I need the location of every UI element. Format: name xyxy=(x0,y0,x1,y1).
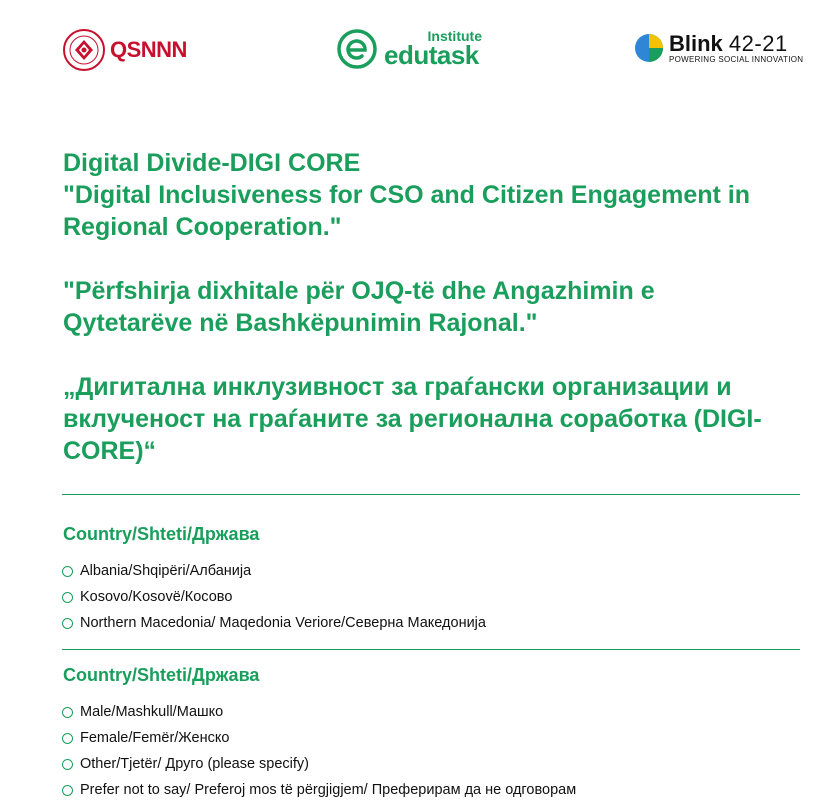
blink-tagline: POWERING SOCIAL INNOVATION xyxy=(669,54,804,64)
radio-option-label: Albania/Shqipëri/Албанија xyxy=(80,563,252,579)
question-heading-country: Country/Shteti/Држава xyxy=(63,524,260,544)
radio-circle-icon[interactable] xyxy=(62,785,73,796)
blink-wordmark xyxy=(669,30,804,64)
radio-circle-icon[interactable] xyxy=(62,707,73,718)
blink-number-label: 42-21 xyxy=(728,30,788,56)
radio-option[interactable] xyxy=(62,751,576,777)
document-title xyxy=(63,147,783,467)
question-options-country xyxy=(62,558,486,636)
edutask-logo xyxy=(336,28,484,70)
title-line-macedonian: „Дигитална инклузивност за граѓански организации и вклученост на граѓаните за регионална соработка (DIGI-CORE)“ xyxy=(63,373,762,465)
blink-pie-icon xyxy=(633,32,665,64)
qsnnn-wordmark: QSNNN xyxy=(110,37,187,62)
blink-name-label: Blink xyxy=(669,30,723,56)
radio-option-label: Male/Mashkull/Машко xyxy=(80,704,224,720)
question-heading-gender: Country/Shteti/Држава xyxy=(63,665,260,685)
radio-option[interactable] xyxy=(62,584,486,610)
radio-option[interactable] xyxy=(62,610,486,636)
radio-circle-icon[interactable] xyxy=(62,566,73,577)
radio-option-label: Northern Macedonia/ Maqedonia Veriore/Северна Македонија xyxy=(80,615,486,631)
question-options-gender xyxy=(62,699,576,803)
edutask-wordmark xyxy=(384,28,484,70)
divider-top xyxy=(62,494,800,495)
edutask-mark-icon xyxy=(336,28,378,70)
blink-logo xyxy=(633,32,803,64)
radio-option[interactable] xyxy=(62,725,576,751)
radio-option[interactable] xyxy=(62,777,576,803)
radio-circle-icon[interactable] xyxy=(62,618,73,629)
qsnnn-logo xyxy=(62,28,187,72)
edutask-institute-label: Institute xyxy=(427,28,482,44)
qsnnn-seal-icon xyxy=(62,28,106,72)
radio-circle-icon[interactable] xyxy=(62,733,73,744)
divider-middle xyxy=(62,649,800,650)
header-logos xyxy=(0,0,829,80)
radio-option[interactable] xyxy=(62,699,576,725)
radio-option-label: Female/Femër/Женско xyxy=(80,730,230,746)
title-line-project: Digital Divide-DIGI CORE xyxy=(63,149,361,177)
title-line-albanian: "Përfshirja dixhitale për OJQ-të dhe Angazhimin e Qytetarëve në Bashkëpunimin Rajonal." xyxy=(63,277,655,337)
title-line-english: "Digital Inclusiveness for CSO and Citizen Engagement in Regional Cooperation." xyxy=(63,181,750,241)
radio-circle-icon[interactable] xyxy=(62,592,73,603)
radio-option-label: Prefer not to say/ Preferoj mos të përgjigjem/ Преферирам да не одговорам xyxy=(80,782,577,798)
edutask-name-label: edutask xyxy=(384,40,479,70)
radio-option-label: Other/Tjetër/ Друго (please specify) xyxy=(80,756,309,772)
radio-circle-icon[interactable] xyxy=(62,759,73,770)
radio-option-label: Kosovo/Kosovë/Косово xyxy=(80,589,233,605)
radio-option[interactable] xyxy=(62,558,486,584)
